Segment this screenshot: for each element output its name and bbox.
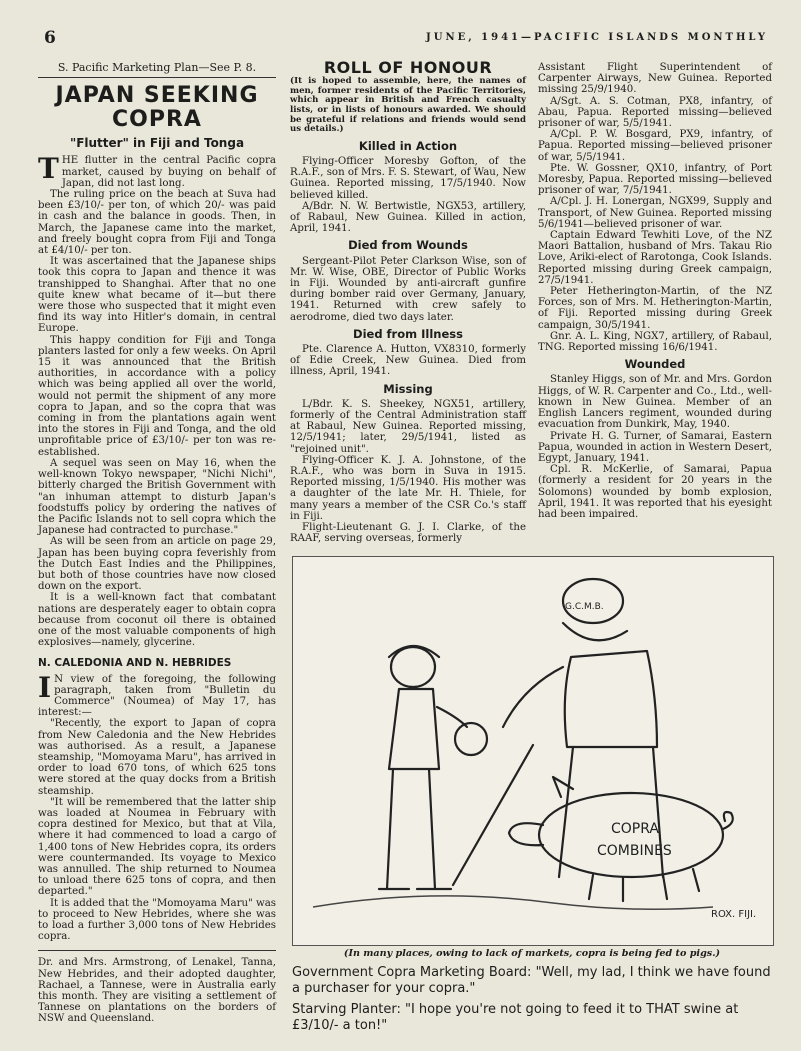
pig-label-1: COPRA xyxy=(611,821,659,837)
page-header xyxy=(36,28,773,50)
official-cane xyxy=(453,745,533,885)
paragraph: It is added that the "Momoyama Maru" was to proceed to New Hebrides, where she was to load a further 3,000 tons of New Hebrides copra. xyxy=(38,897,276,943)
divider xyxy=(38,950,276,951)
cartoon-signature: ROX. FIJI. xyxy=(711,909,757,920)
cartoon-quote-board: Government Copra Marketing Board: "Well, my lad, I think we have found a purchaser for your copra." xyxy=(292,965,771,996)
entry: Sergeant-Pilot Peter Clarkson Wise, son of Mr. W. Wise, OBE, Director of Public Works in Fiji. Wounded by anti-aircraft gunfire during bomber raid over Germany, January, 1941. Returned with crew safely to aerodrome, died two days later. xyxy=(290,255,526,323)
entry: Flying-Officer K. J. A. Johnstone, of the R.A.F., who was born in Suva in 1915. Reported missing, 1/5/1940. His mother was a daughter of the late Mr. H. Thiele, for many years a member of the CSR Co.'s staff in Fiji. xyxy=(290,454,526,522)
drop-cap: T xyxy=(38,152,59,186)
paragraph: "Recently, the export to Japan of copra from New Caledonia and the New Hebrides was authorised. As a result, a Japanese steamship, "Momoyama Maru", has arrived in order to load 670 tons, of which 625 tons were stored at the quay docks from a British steamship. xyxy=(38,718,276,797)
paragraph: "It will be remembered that the latter ship was loaded at Noumea in February with copra destined for Mexico, but that at Vila, where it had commenced to load a cargo of 1,400 tons of New Hebrides copra, its orders were countermanded. Its voyage to Mexico was annulled. The ship returned to Noumea to unload there 625 tons of copra, and then departed." xyxy=(38,796,276,898)
paragraph: THE flutter in the central Pacific copra market, caused by buying on behalf of Japan, did not last long. xyxy=(38,152,276,189)
planter-body xyxy=(389,689,439,769)
official-helmet xyxy=(563,579,623,623)
entry: Pte. Clarence A. Hutton, VX8310, formerly of Edie Creek, New Guinea. Died from illness, April, 1941. xyxy=(290,344,526,378)
headline-line-2: COPRA xyxy=(112,107,202,133)
paragraph: It is a well-known fact that combatant nations are desperately eager to obtain copra because from coconut oil there is obtained one of the most valuable components of high explosives—namely, glycerine. xyxy=(38,592,276,649)
cartoon-quote-planter: Starving Planter: "I hope you're not going to feed it to THAT swine at £3/10/- a ton!" xyxy=(292,1002,739,1033)
paragraph: I N view of the foregoing, the following paragraph, taken from "Bulletin du Commerce" (Noumea) of May 17, has interest:— xyxy=(38,670,276,719)
planter-head xyxy=(391,647,435,687)
entry: A/Cpl. J. H. Lonergan, NGX99, Supply and Transport, of New Guinea. Reported missing 5/6/1941—believed prisoner of war. xyxy=(538,196,772,230)
pig-label-2: COMBINES xyxy=(597,843,672,859)
ground-line xyxy=(313,896,713,909)
news-note: Dr. and Mrs. Armstrong, of Lenakel, Tanna, New Hebrides, and their adopted daughter, Rachael, a Tannese, were in Australia early this month. They are visiting a settlement of Tannese on plantations on the borders of NSW and Queensland. xyxy=(38,957,276,1025)
entry: Captain Edward Tewhiti Love, of the NZ Maori Battalion, husband of Mrs. Takau Rio Love, Ariki-elect of Rarotonga, Cook Islands. Reported missing during Greek campaign, 27/5/1941. xyxy=(538,230,772,286)
section-heading: N. CALEDONIA AND N. HEBRIDES xyxy=(38,657,232,670)
official-coat xyxy=(563,623,657,747)
helmet-label: G.C.M.B. xyxy=(565,602,604,612)
headline-line-1: JAPAN SEEKING xyxy=(55,83,259,109)
subheadline: "Flutter" in Fiji and Tonga xyxy=(69,136,245,151)
roll-title: ROLL OF HONOUR xyxy=(323,58,493,77)
entry: A/Sgt. A. S. Cotman, PX8, infantry, of Abau, Papua. Reported missing—believed prisoner of war, 5/5/1941. xyxy=(538,95,772,130)
planter-legs xyxy=(387,769,435,889)
paragraph: As will be seen from an article on page 29, Japan has been buying copra feverishly from the Dutch East Indies and the Philippines, but both of those countries have now closed down on the export. xyxy=(38,536,276,593)
entry: Cpl. R. McKerlie, of Samarai, Papua (formerly a resident for 20 years in the Solomons) wounded by bomb explosion, April, 1941. It was reported that his eyesight had been impaired. xyxy=(538,464,772,520)
section-heading-illness: Died from Illness xyxy=(353,326,463,341)
entry: Stanley Higgs, son of Mr. and Mrs. Gordon Higgs, of W. R. Carpenter and Co., Ltd., well-known in New Guinea. Member of an English Lancers regiment, wounded during evacuation from Dunkirk, May, 1940. xyxy=(538,374,772,431)
roll-of-honour-continued xyxy=(538,62,772,520)
section-heading-missing: Missing xyxy=(383,381,433,396)
entry: A/Cpl. P. W. Bosgard, PX9, infantry, of Papua. Reported missing—believed prisoner of war, 5/5/1941. xyxy=(538,129,772,163)
copra-bag xyxy=(455,723,487,755)
entry: Assistant Flight Superintendent of Carpenter Airways, New Guinea. Reported missing 25/9/1940. xyxy=(538,62,772,96)
roll-intro: (It is hoped to assemble, here, the names of men, former residents of the Pacific Territories, which appear in British and French casualty lists, or in lists of honours awarded. We should be grateful if relations and friends would send us details.) xyxy=(290,76,526,135)
entry: Flight-Lieutenant G. J. I. Clarke, of the RAAF, serving overseas, formerly xyxy=(290,522,526,545)
paragraph: This happy condition for Fiji and Tonga planters lasted for only a few weeks. On April 15 it was announced that the British authorities, in accordance with a policy which was being applied all over the world, would not permit the shipment of any more copra to Japan, and so the copra that was coming in from the plantations again went into the stores in Fiji and Tonga, and the old unprofitable price of £3/10/- per ton was re-established. xyxy=(38,334,276,458)
entry: A/Bdr. N. W. Bertwistle, NGX53, artillery, of Rabaul, New Guinea. Killed in action, April, 1941. xyxy=(290,200,526,235)
paragraph: It was ascertained that the Japanese ships took this copra to Japan and thence it was transhipped to Shanghai. After that no one quite knew what became of it—but there were those who suspected that it might even find its way into Hitler's domain, in central Europe. xyxy=(38,256,276,335)
entry: Gnr. A. L. King, NGX7, artillery, of Rabaul, TNG. Reported missing 16/6/1941. xyxy=(538,330,772,354)
cartoon-illustration xyxy=(292,556,774,946)
entry: L/Bdr. K. S. Sheekey, NGX51, artillery, formerly of the Central Administration staff at Rabaul, New Guinea. Reported missing, 12/5/1941; later, 29/5/1941, listed as "rejoined unit". xyxy=(290,398,526,455)
planter-arm xyxy=(437,707,467,727)
section-heading-wounds: Died from Wounds xyxy=(348,238,468,253)
page-number: 6 xyxy=(44,28,56,48)
paragraph: The ruling price on the beach at Suva had been £3/10/- per ton, of which 20/- was paid in cash and the balance in goods. Then, in March, the Japanese came into the market, and freely bought copra from Fiji and Tonga at £4/10/- per ton. xyxy=(38,189,276,257)
divider xyxy=(38,77,276,78)
article-japan-copra xyxy=(38,62,276,1025)
official-arm xyxy=(503,667,563,727)
section-heading-wounded: Wounded xyxy=(624,357,686,372)
pig-tail xyxy=(723,812,733,829)
entry: Peter Hetherington-Martin, of the NZ Forces, son of Mrs. M. Hetherington-Martin, of Fiji. Reported missing during Greek campaign, 30/5/1941. xyxy=(538,286,772,331)
drop-cap: I xyxy=(38,670,52,704)
entry: Pte. W. Gossner, QX10, infantry, of Port Moresby, Papua. Reported missing—believed prisoner of war, 7/5/1941. xyxy=(538,162,772,197)
entry: Flying-Officer Moresby Gofton, of the R.A.F., son of Mrs. F. S. Stewart, of Wau, New Guinea. Reported missing, 17/5/1940. Now believed killed. xyxy=(290,155,526,201)
entry: Private H. G. Turner, of Samarai, Eastern Papua, wounded in action in Western Desert, Egypt, January, 1941. xyxy=(538,430,772,464)
section-heading-killed: Killed in Action xyxy=(358,138,458,153)
pig-snout xyxy=(509,823,543,845)
cartoon-drawing xyxy=(293,557,773,945)
roll-of-honour xyxy=(290,58,526,545)
cartoon-caption: (In many places, owing to lack of markets, copra is being fed to pigs.) xyxy=(343,948,721,959)
paragraph: A sequel was seen on May 16, when the well-known Tokyo newspaper, "Nichi Nichi", bitterly charged the British Government with "an inhuman attempt to disturb Japan's foodstuffs policy by ordering the natives of the Pacific Islands not to sell copra which the Japanese had contracted to purchase." xyxy=(38,457,276,537)
cross-reference: S. Pacific Marketing Plan—See P. 8. xyxy=(57,61,257,74)
pig-legs xyxy=(589,869,699,901)
running-head: JUNE, 1941—PACIFIC ISLANDS MONTHLY xyxy=(426,32,768,43)
